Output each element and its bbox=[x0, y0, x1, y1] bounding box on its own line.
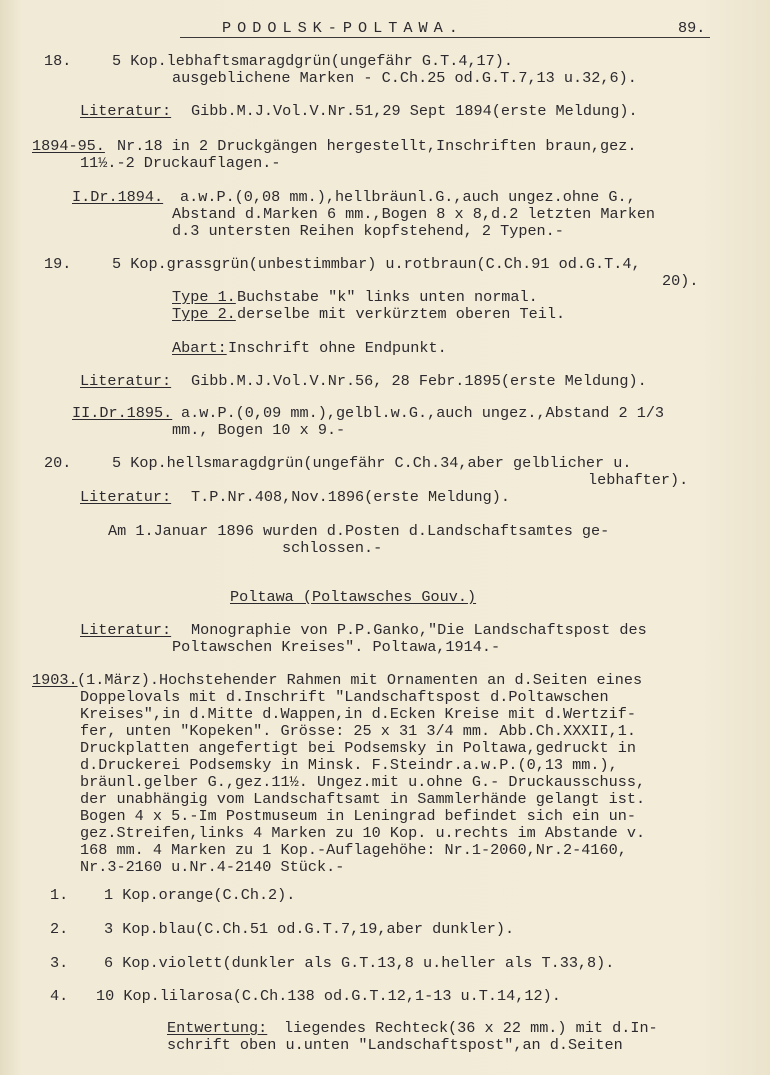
literature-text-cont: Poltawschen Kreises". Poltawa,1914.- bbox=[172, 638, 501, 656]
issue-description-cont: Nr.3-2160 u.Nr.4-2140 Stück.- bbox=[80, 858, 345, 876]
stamp-number: 4. bbox=[50, 987, 69, 1005]
variety-label: Abart: bbox=[172, 339, 227, 357]
issue-description-cont: gez.Streifen,links 4 Marken zu 10 Kop. u.rechts im Abstande v. bbox=[80, 824, 646, 842]
stamp-description: 1 Kop.orange(C.Ch.2). bbox=[104, 886, 296, 904]
printing-description-cont: d.3 untersten Reihen kopfstehend, 2 Typen.- bbox=[172, 222, 564, 240]
issue-description-cont: 168 mm. 4 Marken zu 1 Kop.-Auflagehöhe: Nr.1-2060,Nr.2-4160, bbox=[80, 841, 627, 859]
issue-description: Nr.18 in 2 Druckgängen hergestellt,Inschriften braun,gez. bbox=[117, 137, 637, 155]
type1-text: Buchstabe "k" links unten normal. bbox=[237, 288, 538, 306]
stamp-description: 5 Kop.lebhaftsmaragdgrün(ungefähr G.T.4,17). bbox=[112, 52, 514, 70]
issue-year: 1894-95. bbox=[32, 137, 105, 155]
running-header-title: PODOLSK-POLTAWA. bbox=[222, 19, 464, 37]
stamp-description: 6 Kop.violett(dunkler als G.T.13,8 u.heller als T.33,8). bbox=[104, 954, 615, 972]
stamp-description-cont: lebhafter). bbox=[588, 471, 689, 489]
variety-text: Inschrift ohne Endpunkt. bbox=[228, 339, 447, 357]
cancellation-text-cont: schrift oben u.unten "Landschaftspost",an d.Seiten bbox=[167, 1036, 623, 1054]
type2-text: derselbe mit verkürztem oberen Teil. bbox=[237, 305, 566, 323]
printing-description: a.w.P.(0,09 mm.),gelbl.w.G.,auch ungez.,Abstand 2 1/3 bbox=[181, 404, 665, 422]
literature-text: Gibb.M.J.Vol.V.Nr.51,29 Sept 1894(erste Meldung). bbox=[191, 102, 638, 120]
section-heading: Poltawa (Poltawsches Gouv.) bbox=[230, 588, 477, 606]
closing-note-cont: schlossen.- bbox=[282, 539, 383, 557]
issue-description-cont: d.Druckerei Podsemsky in Minsk. F.Steindr.a.w.P.(0,13 mm.), bbox=[80, 756, 618, 774]
literature-label: Literatur: bbox=[80, 621, 172, 639]
cancellation-text: liegendes Rechteck(36 x 22 mm.) mit d.In- bbox=[284, 1019, 658, 1037]
type1-label: Type 1. bbox=[172, 288, 236, 306]
literature-label: Literatur: bbox=[80, 488, 172, 506]
stamp-description: 5 Kop.grassgrün(unbestimmbar) u.rotbraun(C.Ch.91 od.G.T.4, bbox=[112, 255, 641, 273]
stamp-description: 10 Kop.lilarosa(C.Ch.138 od.G.T.12,1-13 u.T.14,12). bbox=[96, 987, 561, 1005]
printing-description: a.w.P.(0,08 mm.),hellbräunl.G.,auch ungez.ohne G., bbox=[180, 188, 636, 206]
stamp-number: 3. bbox=[50, 954, 69, 972]
printing-label: I.Dr.1894. bbox=[72, 188, 164, 206]
issue-description-cont: fer, unten "Kopeken". Grösse: 25 x 31 3/4 mm. Abb.Ch.XXXII,1. bbox=[80, 722, 636, 740]
stamp-number: 20. bbox=[44, 454, 72, 472]
literature-text: Gibb.M.J.Vol.V.Nr.56, 28 Febr.1895(erste Meldung). bbox=[191, 372, 647, 390]
stamp-description: 3 Kop.blau(C.Ch.51 od.G.T.7,19,aber dunkler). bbox=[104, 920, 515, 938]
issue-description-cont: 11½.-2 Druckauflagen.- bbox=[80, 154, 281, 172]
printing-label: II.Dr.1895. bbox=[72, 404, 173, 422]
literature-label: Literatur: bbox=[80, 102, 172, 120]
issue-description: (1.März).Hochstehender Rahmen mit Ornamenten an d.Seiten eines bbox=[77, 671, 643, 689]
issue-description-cont: Bogen 4 x 5.-Im Postmuseum in Leningrad befindet sich ein un- bbox=[80, 807, 636, 825]
page-number: 89. bbox=[678, 19, 706, 37]
stamp-number: 1. bbox=[50, 886, 69, 904]
literature-text: Monographie von P.P.Ganko,"Die Landschaftspost des bbox=[191, 621, 647, 639]
stamp-number: 19. bbox=[44, 255, 72, 273]
type2-label: Type 2. bbox=[172, 305, 236, 323]
stamp-description-cont: ausgeblichene Marken - C.Ch.25 od.G.T.7,13 u.32,6). bbox=[172, 69, 637, 87]
stamp-description-cont: 20). bbox=[662, 272, 699, 290]
closing-note: Am 1.Januar 1896 wurden d.Posten d.Landschaftsamtes ge- bbox=[108, 522, 610, 540]
cancellation-label: Entwertung: bbox=[167, 1019, 268, 1037]
stamp-description: 5 Kop.hellsmaragdgrün(ungefähr C.Ch.34,aber gelblicher u. bbox=[112, 454, 632, 472]
printing-description-cont: mm., Bogen 10 x 9.- bbox=[172, 421, 346, 439]
issue-description-cont: Druckplatten angefertigt bei Podsemsky in Poltawa,gedruckt in bbox=[80, 739, 636, 757]
issue-description-cont: bräunl.gelber G.,gez.11½. Ungez.mit u.ohne G.- Druckausschuss, bbox=[80, 773, 646, 791]
stamp-number: 2. bbox=[50, 920, 69, 938]
stamp-number: 18. bbox=[44, 52, 72, 70]
literature-text: T.P.Nr.408,Nov.1896(erste Meldung). bbox=[191, 488, 510, 506]
issue-year: 1903. bbox=[32, 671, 78, 689]
printing-description-cont: Abstand d.Marken 6 mm.,Bogen 8 x 8,d.2 letzten Marken bbox=[172, 205, 656, 223]
issue-description-cont: der unabhängig vom Landschaftsamt in Sammlerhände gelangt ist. bbox=[80, 790, 646, 808]
header-rule bbox=[180, 37, 710, 38]
literature-label: Literatur: bbox=[80, 372, 172, 390]
issue-description-cont: Doppelovals mit d.Inschrift "Landschaftspost d.Poltawschen bbox=[80, 688, 609, 706]
issue-description-cont: Kreises",in d.Mitte d.Wappen,in d.Ecken Kreise mit d.Wertzif- bbox=[80, 705, 636, 723]
